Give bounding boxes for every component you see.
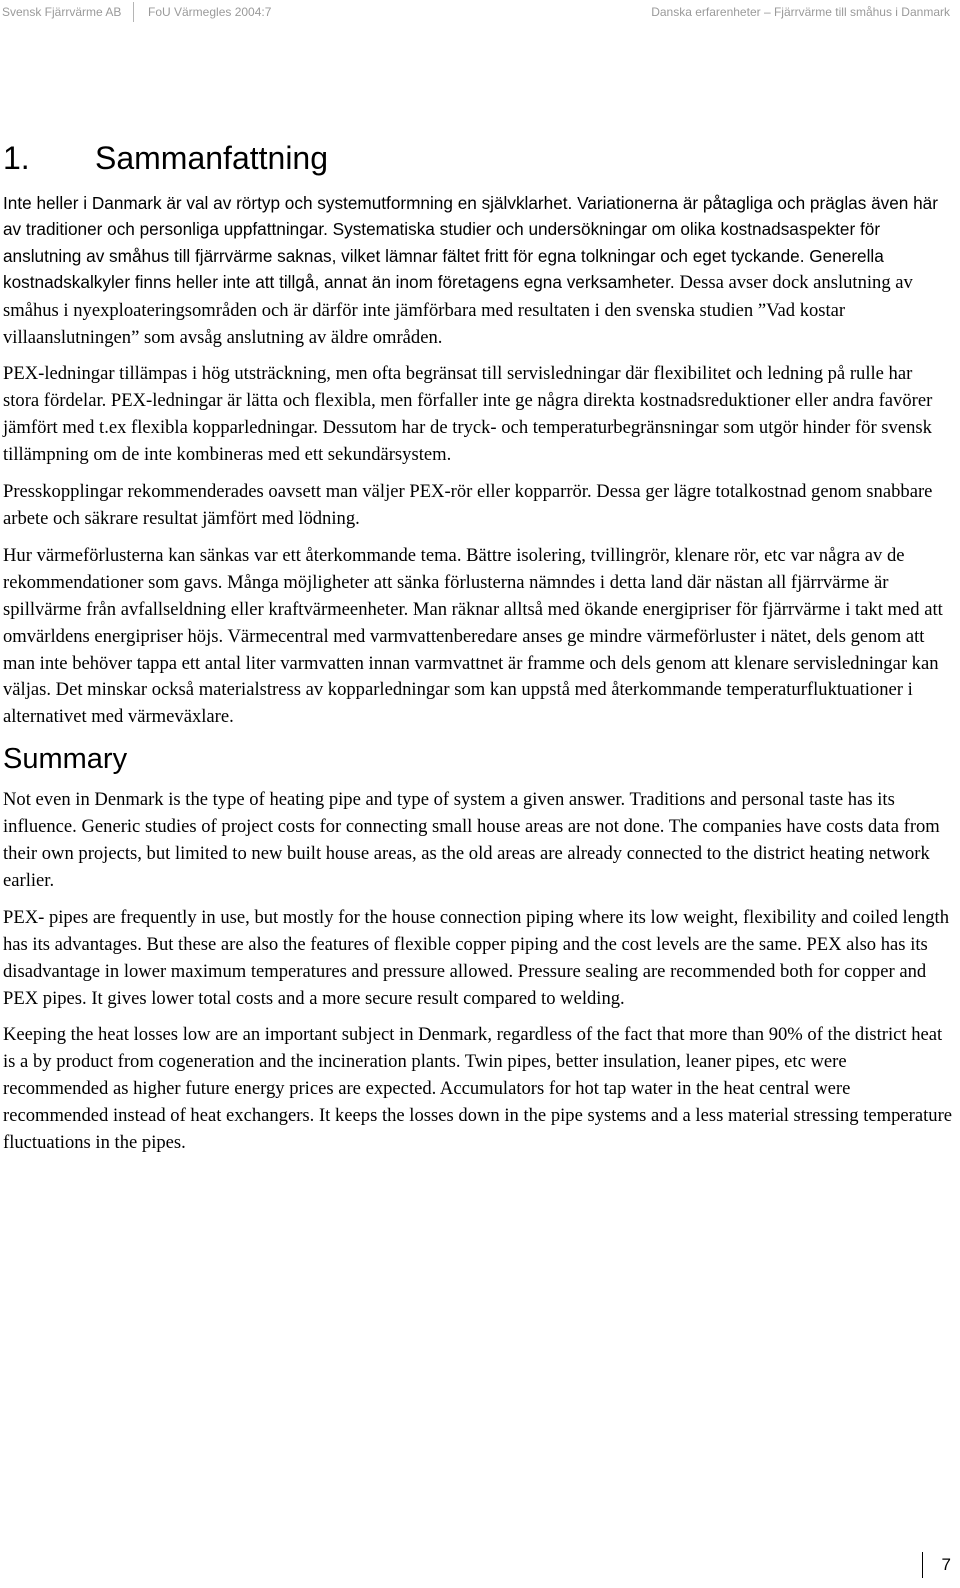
- summary-heading: Summary: [3, 743, 128, 776]
- section-heading: [3, 138, 953, 178]
- page-header: [0, 0, 960, 28]
- summary-paragraph-1: Not even in Denmark is the type of heating pipe and type of system a given answer. Traditions and personal taste has its influence. Generic studies of project costs for connecting small house areas are not done. The companies have costs data from their own projects, but limited to new built house areas, as the old areas are already connected to the district heating network earlier.: [3, 789, 940, 891]
- header-organization: Svensk Fjärrvärme AB: [2, 5, 122, 19]
- summary-paragraph-2: PEX- pipes are frequently in use, but mostly for the house connection piping where its low weight, flexibility and coiled length has its advantages. But these are also the features of flexible copper piping and the cost levels are the same. PEX also has its disadvantage in lower maximum temperatures and pressure allowed. Pressure sealing are recommended both for copper and PEX pipes. It gives lower total costs and a more secure result compared to welding.: [3, 906, 950, 1009]
- header-divider: [133, 2, 134, 22]
- swedish-paragraph-4: Hur värmeförlusterna kan sänkas var ett återkommande tema. Bättre isolering, tvillingrör, klenare rör, etc var några av de rekommendationer som gavs. Många möjligheter att sänka förlusterna nämndes i detta land där nästan all fjärrvärme är spillvärme från avfallseldning eller kraftvärmeenheter. Man räknar alltså med ökande energipriser för fjärrvärme i takt med att omvärldens energipriser höjs. Värmecentral med varmvattenberedare anses ge mindre värmeförluster i nätet, dels genom att man inte behöver tappa ett antal liter varmvatten innan varmvattnet är framme och dels genom att klenare servisledningar kan väljas. Det minskar också materialstress av kopparledningar som kan uppstå med återkommande temperaturfluktuationer i alternativet med värmeväxlare.: [3, 544, 943, 728]
- swedish-paragraph-1-sans: Inte heller i Danmark är val av rörtyp och systemutformning en självklarhet. Variationerna är påtagliga och präglas även här av traditioner och personliga uppfattningar. Systematiska studier och undersökningar om olika kostnadsaspekter för anslutning av småhus till fjärrvärme saknas, vilket lämnar fältet fritt för egna tolkningar och eget tyckande. Generella kostnadskalkyler finns heller inte att tillgå, annat än inom företagens egna verksamheter.: [3, 193, 938, 293]
- header-document-title: Danska erfarenheter – Fjärrvärme till småhus i Danmark: [651, 5, 950, 19]
- page-number: 7: [922, 1552, 951, 1578]
- header-report-id: FoU Värmegles 2004:7: [148, 5, 272, 19]
- page-content: [3, 138, 953, 1167]
- swedish-paragraph-1-serif: Dessa avser dock anslutning av småhus i nyexploateringsområden och är därför inte jämförbara med resultaten i den svenska studien ”Vad kostar villaanslutningen” som avsåg anslutning av äldre områden.: [3, 272, 913, 349]
- swedish-paragraph-2: PEX-ledningar tillämpas i hög utsträckning, men ofta begränsat till servisledningar där flexibilitet och ledning på rulle har stora fördelar. PEX-ledningar är lätta och flexibla, men förfaller inte ge några direkta kostnadsreduktioner eller andra favörer jämfört med t.ex flexibla kopparledningar. Dessutom har de tryck- och temperaturbegränsningar som utgör hinder för svensk tillämpning om de inte kombineras med ett sekundärsystem.: [3, 363, 933, 466]
- section-title: Sammanfattning: [95, 140, 329, 176]
- summary-paragraph-3: Keeping the heat losses low are an important subject in Denmark, regardless of the fact that more than 90% of the district heat is a by product from cogeneration and the incineration plants. Twin pipes, better insulation, leaner pipes, etc were recommended as higher future energy prices are expected. Accumulators for hot tap water in the heat central were recommended instead of heat exchangers. It keeps the losses down in the pipe systems and a less material stressing temperature fluctuations in the pipes.: [3, 1024, 953, 1154]
- section-number: 1.: [3, 140, 30, 176]
- swedish-paragraph-3: Presskopplingar rekommenderades oavsett man väljer PEX-rör eller kopparrör. Dessa ger lägre totalkostnad genom snabbare arbete och säkrare resultat jämfört med lödning.: [3, 481, 933, 529]
- swedish-paragraph-1: [3, 190, 953, 351]
